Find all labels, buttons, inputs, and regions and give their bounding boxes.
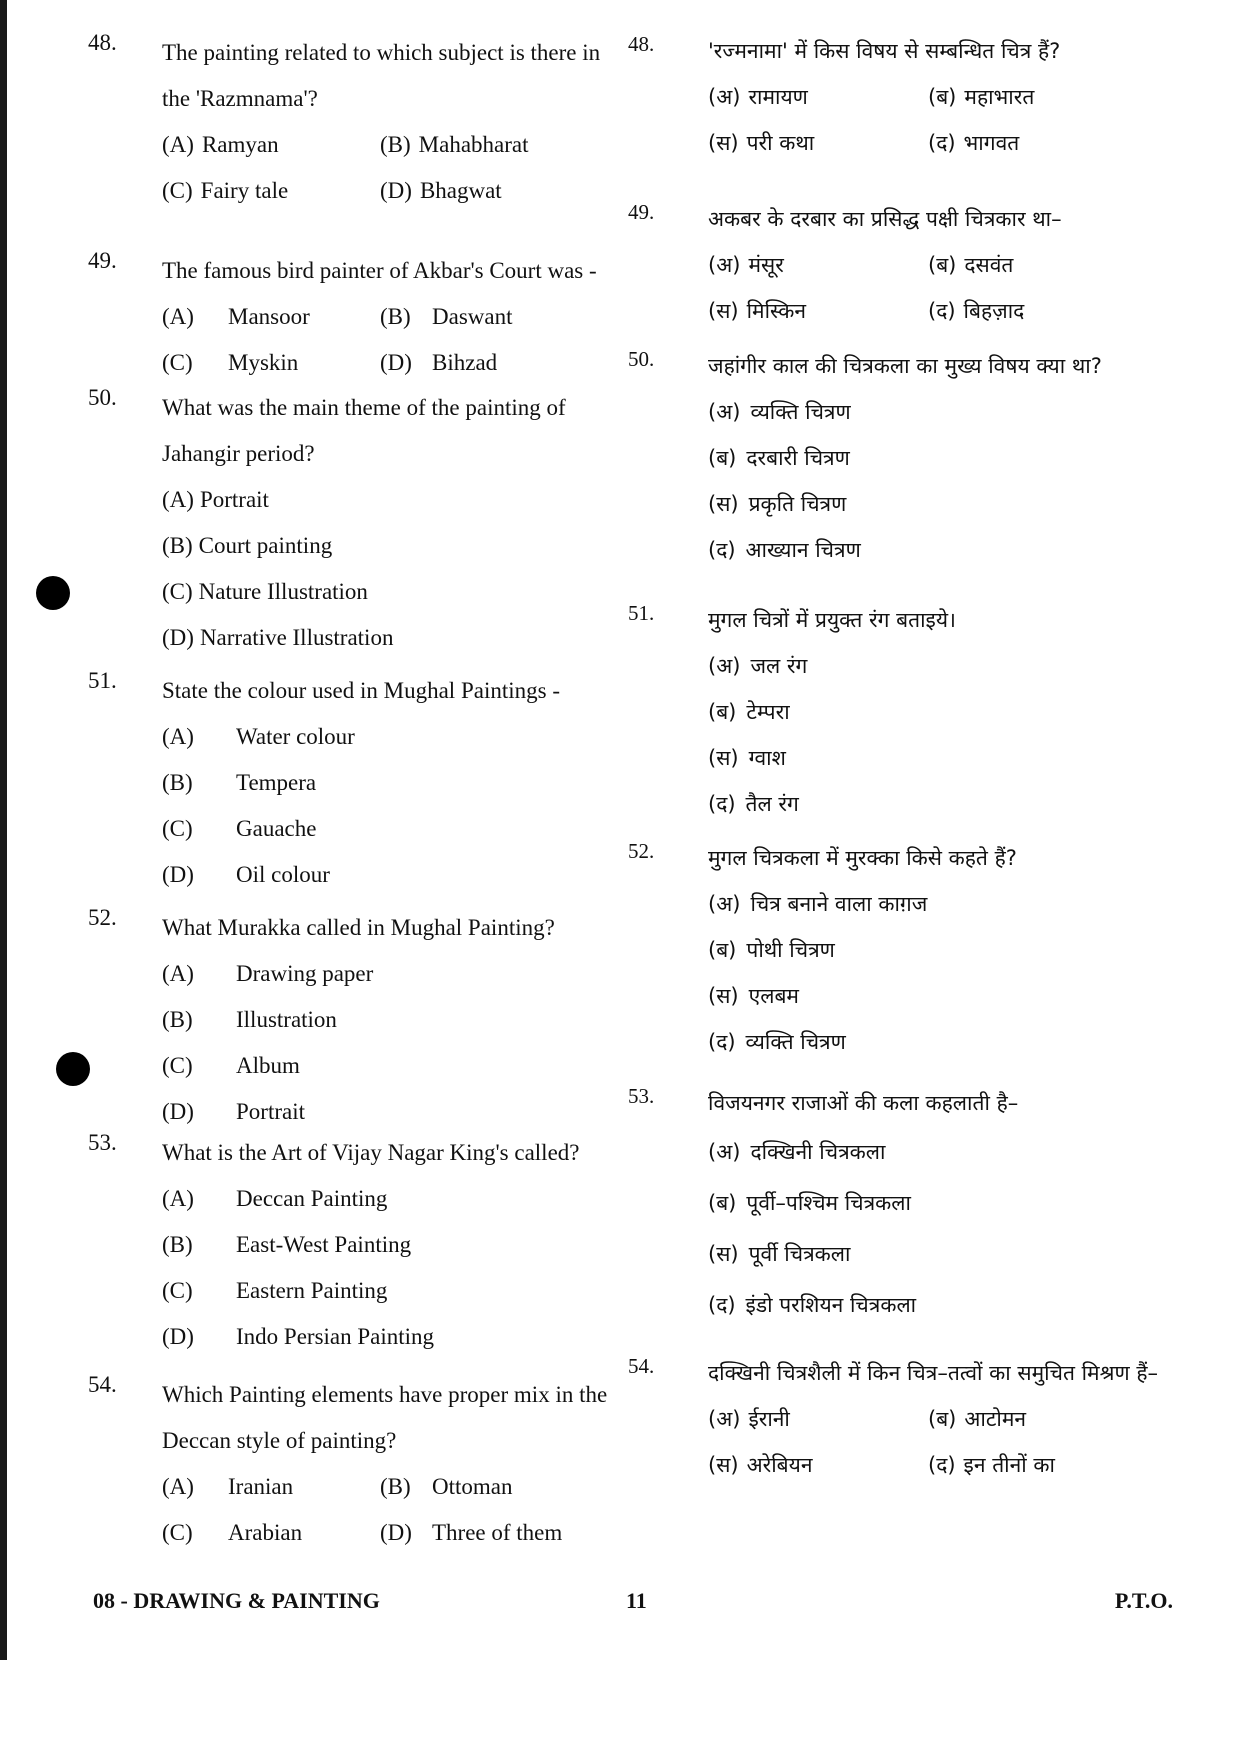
- option[interactable]: [162, 862, 330, 888]
- option-label: (ब): [708, 938, 737, 962]
- question-number: 50.: [88, 385, 117, 410]
- option-label: (द): [708, 1030, 736, 1054]
- option-label: (B): [380, 132, 411, 157]
- option-row: [162, 1176, 628, 1222]
- question-text: जहांगीर काल की चित्रकला का मुख्य विषय क्या था?: [708, 354, 1102, 378]
- question-number: 52.: [628, 839, 655, 863]
- option[interactable]: [928, 297, 1148, 325]
- option-row: [162, 714, 628, 760]
- question-number: 54.: [88, 1372, 117, 1397]
- option[interactable]: [380, 350, 598, 376]
- option-label: (द): [928, 299, 956, 323]
- option-label: (D): [380, 178, 412, 203]
- options-list: [708, 74, 1188, 166]
- option-text: दसवंत: [964, 253, 1014, 277]
- option-text: व्यक्ति चित्रण: [750, 400, 851, 424]
- question-block: [88, 1130, 628, 1360]
- option-label: (C): [162, 1278, 193, 1303]
- question-text: What Murakka called in Mughal Painting?: [162, 915, 555, 940]
- option-label: (द): [708, 538, 736, 562]
- option-text: Ottoman: [432, 1474, 513, 1499]
- option[interactable]: [162, 1520, 380, 1546]
- option-text: Portrait: [236, 1099, 305, 1124]
- option-label: (C): [162, 350, 193, 375]
- option-label: (स): [708, 746, 739, 770]
- option-row: [162, 1464, 628, 1510]
- option-text: Album: [236, 1053, 300, 1078]
- option-row: [708, 1126, 1188, 1177]
- option-text: Daswant: [432, 304, 513, 329]
- question-block: [628, 28, 1188, 166]
- option[interactable]: [708, 1240, 850, 1268]
- question-block: [88, 385, 628, 661]
- option[interactable]: [708, 982, 799, 1010]
- option-row: [708, 1442, 1188, 1488]
- option-text: पोथी चित्रण: [746, 938, 835, 962]
- option-row: [162, 760, 628, 806]
- option-row: [162, 340, 628, 386]
- option-label: (B): [162, 1007, 193, 1032]
- option[interactable]: [708, 890, 927, 918]
- option-row: [708, 242, 1188, 288]
- option-text: एलबम: [748, 984, 799, 1008]
- option-row: [162, 168, 628, 214]
- option-row: [708, 1396, 1188, 1442]
- option[interactable]: [380, 1474, 598, 1500]
- question-block: [628, 835, 1188, 1065]
- option-text: रामायण: [748, 85, 808, 109]
- option-text: आख्यान चित्रण: [745, 538, 861, 562]
- option-label: (स): [708, 1453, 739, 1477]
- option-row: [708, 881, 1188, 927]
- option[interactable]: [708, 129, 928, 157]
- options-list: [708, 1126, 1188, 1330]
- option[interactable]: [708, 536, 861, 564]
- options-list: [708, 1396, 1188, 1488]
- option[interactable]: [162, 625, 393, 651]
- option-text: मंसूर: [748, 253, 784, 277]
- question-block: [88, 248, 628, 386]
- option-label: (अ): [708, 253, 741, 277]
- option[interactable]: [162, 487, 269, 513]
- option-row: [708, 643, 1188, 689]
- option[interactable]: [162, 1474, 380, 1500]
- pto-label: P.T.O.: [1114, 1588, 1173, 1613]
- option-text: तैल रंग: [745, 792, 799, 816]
- option-text: इंडो परशियन चित्रकला: [745, 1292, 917, 1317]
- option[interactable]: [162, 178, 380, 204]
- option-row: [162, 1268, 628, 1314]
- option[interactable]: [380, 178, 598, 204]
- question-number: 48.: [628, 32, 655, 56]
- question-number: 54.: [628, 1354, 655, 1378]
- option[interactable]: [708, 1138, 885, 1166]
- option-text: Bhagwat: [419, 178, 502, 203]
- option[interactable]: [162, 1007, 337, 1033]
- option[interactable]: [162, 816, 316, 842]
- option[interactable]: [162, 1324, 434, 1350]
- option-label: (B): [162, 1232, 193, 1257]
- option-label: (अ): [708, 654, 741, 678]
- option-text: Myskin: [228, 350, 299, 375]
- option-text: Drawing paper: [236, 961, 374, 986]
- question-text: Which Painting elements have proper mix in the Deccan style of painting?: [162, 1382, 608, 1453]
- option[interactable]: [162, 304, 380, 330]
- option-text: महाभारत: [964, 85, 1035, 109]
- option-text: Ramyan: [201, 132, 279, 157]
- option-label: (C): [162, 816, 193, 841]
- option-label: (A): [162, 724, 194, 749]
- option-label: (द): [928, 1453, 956, 1477]
- options-list: [162, 714, 628, 898]
- option-label: (द): [708, 792, 736, 816]
- option-label: (अ): [708, 1407, 741, 1431]
- option[interactable]: [928, 1451, 1148, 1479]
- option[interactable]: [708, 398, 851, 426]
- option-text: प्रकृति चित्रण: [748, 492, 847, 516]
- option-text: Fairy tale: [200, 178, 289, 203]
- option-text: चित्र बनाने वाला काग़ज: [750, 892, 928, 916]
- option-label: (ब): [928, 1407, 957, 1431]
- option-label: (C): [162, 1520, 193, 1545]
- option-row: [162, 122, 628, 168]
- option-row: [708, 435, 1188, 481]
- question-block: [88, 30, 628, 214]
- option-label: (ब): [708, 1190, 737, 1215]
- option-label: (A): [162, 1474, 194, 1499]
- question-block: [628, 1080, 1188, 1330]
- option-row: [162, 806, 628, 852]
- page-number: 11: [626, 1588, 647, 1613]
- options-list: [162, 1464, 628, 1556]
- option-label: (ब): [928, 85, 957, 109]
- option[interactable]: [708, 936, 835, 964]
- option-text: भागवत: [963, 131, 1020, 155]
- option-text: दक्खिनी चित्रकला: [750, 1139, 886, 1164]
- question-number: 49.: [628, 200, 655, 224]
- binding-strip: [0, 0, 7, 1660]
- question-text: What was the main theme of the painting of Jahangir period?: [162, 395, 566, 466]
- option[interactable]: [162, 724, 355, 750]
- question-block: [628, 1350, 1188, 1488]
- option-label: (A): [162, 961, 194, 986]
- option[interactable]: [928, 129, 1148, 157]
- option-text: Eastern Painting: [236, 1278, 388, 1303]
- option-row: [708, 74, 1188, 120]
- punch-hole: [36, 576, 70, 610]
- option[interactable]: [162, 1099, 305, 1125]
- question-number: 53.: [88, 1130, 117, 1155]
- option-text: ग्वाश: [748, 746, 786, 770]
- option-row: [162, 1510, 628, 1556]
- option-row: [708, 481, 1188, 527]
- option[interactable]: [708, 652, 807, 680]
- option-row: [162, 951, 628, 997]
- option[interactable]: [380, 1520, 598, 1546]
- option[interactable]: [708, 1451, 928, 1479]
- options-list: [708, 389, 1188, 573]
- options-list: [162, 122, 628, 214]
- option-label: (C): [162, 1053, 193, 1078]
- options-list: [708, 643, 1188, 827]
- option-text: टेम्परा: [746, 700, 790, 724]
- option[interactable]: [708, 83, 928, 111]
- option[interactable]: [708, 297, 928, 325]
- option[interactable]: [708, 1405, 928, 1433]
- option-row: [708, 1279, 1188, 1330]
- question-number: 53.: [628, 1084, 655, 1108]
- question-number: 49.: [88, 248, 117, 273]
- option[interactable]: [928, 1405, 1148, 1433]
- option-row: [708, 1228, 1188, 1279]
- option[interactable]: [708, 490, 846, 518]
- option-text: East-West Painting: [236, 1232, 412, 1257]
- options-list: [708, 881, 1188, 1065]
- option-text: Iranian: [228, 1474, 294, 1499]
- option-text: Narrative Illustration: [199, 625, 394, 650]
- question-text: मुगल चित्रों में प्रयुक्त रंग बताइये।: [708, 608, 956, 632]
- option-text: Gauache: [236, 816, 317, 841]
- option-label: (B): [162, 770, 193, 795]
- option-label: (स): [708, 299, 739, 323]
- option-row: [162, 1043, 628, 1089]
- option-text: व्यक्ति चित्रण: [745, 1030, 846, 1054]
- option-row: [162, 569, 628, 615]
- option[interactable]: [162, 533, 332, 559]
- option-text: Arabian: [228, 1520, 303, 1545]
- option-row: [162, 1222, 628, 1268]
- option-text: इन तीनों का: [963, 1453, 1055, 1477]
- option[interactable]: [162, 579, 368, 605]
- option-row: [708, 973, 1188, 1019]
- option-text: अरेबियन: [746, 1453, 813, 1477]
- option-text: Nature Illustration: [198, 579, 368, 604]
- option-label: (C): [162, 178, 193, 203]
- option-text: Portrait: [199, 487, 269, 512]
- option-text: Court painting: [198, 533, 333, 558]
- option[interactable]: [162, 770, 316, 796]
- option-label: (स): [708, 984, 739, 1008]
- option-row: [708, 288, 1188, 334]
- option-label: (अ): [708, 400, 741, 424]
- option-label: (अ): [708, 85, 741, 109]
- option-label: (D): [162, 1324, 194, 1349]
- option-text: Tempera: [236, 770, 317, 795]
- option-row: [162, 852, 628, 898]
- option-label: (ब): [708, 446, 737, 470]
- option-row: [708, 735, 1188, 781]
- question-block: [88, 668, 628, 898]
- question-block: [628, 597, 1188, 827]
- option-text: परी कथा: [746, 131, 815, 155]
- question-number: 51.: [628, 601, 655, 625]
- option-row: [708, 927, 1188, 973]
- option-row: [162, 294, 628, 340]
- option-row: [708, 1177, 1188, 1228]
- option-label: (ब): [928, 253, 957, 277]
- options-list: [708, 242, 1188, 334]
- option-text: मिस्किन: [746, 299, 806, 323]
- option-text: जल रंग: [750, 654, 808, 678]
- option-text: Bihzad: [432, 350, 498, 375]
- question-block: [628, 196, 1188, 334]
- option[interactable]: [162, 961, 373, 987]
- punch-hole: [56, 1052, 90, 1086]
- option[interactable]: [708, 1189, 911, 1217]
- option[interactable]: [380, 132, 598, 158]
- question-text: 'रज्मनामा' में किस विषय से सम्बन्धित चित्र हैं?: [708, 39, 1061, 63]
- option-text: ईरानी: [748, 1407, 790, 1431]
- options-list: [162, 951, 628, 1135]
- option[interactable]: [162, 132, 380, 158]
- option-label: (B): [380, 304, 411, 329]
- question-text: State the colour used in Mughal Paintings -: [162, 678, 560, 703]
- option[interactable]: [708, 444, 850, 472]
- question-text: The painting related to which subject is there in the 'Razmnama'?: [162, 40, 601, 111]
- option-row: [708, 527, 1188, 573]
- question-number: 50.: [628, 347, 655, 371]
- option-label: (द): [708, 1292, 736, 1317]
- option[interactable]: [708, 698, 790, 726]
- option-row: [708, 1019, 1188, 1065]
- option[interactable]: [928, 251, 1148, 279]
- options-list: [162, 1176, 628, 1360]
- option-label: (द): [928, 131, 956, 155]
- question-number: 51.: [88, 668, 117, 693]
- option-label: (D): [380, 1520, 412, 1545]
- option-label: (स): [708, 131, 739, 155]
- question-text: विजयनगर राजाओं की कला कहलाती है–: [708, 1091, 1019, 1115]
- question-block: [628, 343, 1188, 573]
- option-row: [708, 781, 1188, 827]
- option-text: Three of them: [432, 1520, 563, 1545]
- option-text: Mansoor: [228, 304, 310, 329]
- option-label: (A): [162, 487, 194, 512]
- option-label: (D): [162, 625, 194, 650]
- option-row: [708, 689, 1188, 735]
- option[interactable]: [162, 350, 380, 376]
- option-text: पूर्वी–पश्चिम चित्रकला: [746, 1190, 911, 1215]
- option[interactable]: [380, 304, 598, 330]
- option-label: (A): [162, 1186, 194, 1211]
- option[interactable]: [162, 1186, 387, 1212]
- question-text: मुगल चित्रकला में मुरक्का किसे कहते हैं?: [708, 846, 1017, 870]
- option-label: (D): [380, 350, 412, 375]
- option-row: [162, 997, 628, 1043]
- option[interactable]: [708, 790, 799, 818]
- option-text: आटोमन: [964, 1407, 1027, 1431]
- option-label: (A): [162, 132, 194, 157]
- option-row: [708, 389, 1188, 435]
- option[interactable]: [162, 1278, 387, 1304]
- question-text: The famous bird painter of Akbar's Court was -: [162, 258, 597, 283]
- option[interactable]: [708, 1291, 916, 1319]
- option[interactable]: [928, 83, 1148, 111]
- option[interactable]: [708, 744, 786, 772]
- option-label: (ब): [708, 700, 737, 724]
- question-text: अकबर के दरबार का प्रसिद्ध पक्षी चित्रकार था–: [708, 207, 1062, 231]
- question-number: 52.: [88, 905, 117, 930]
- options-list: [162, 294, 628, 386]
- option-label: (B): [380, 1474, 411, 1499]
- question-number: 48.: [88, 30, 117, 55]
- option-label: (C): [162, 579, 193, 604]
- option-label: (अ): [708, 1139, 741, 1164]
- options-list: [162, 477, 628, 661]
- question-block: [88, 1372, 628, 1556]
- option-label: (स): [708, 492, 739, 516]
- option-text: Deccan Painting: [236, 1186, 388, 1211]
- option-text: Illustration: [236, 1007, 337, 1032]
- option-text: Oil colour: [236, 862, 330, 887]
- option-row: [162, 1314, 628, 1360]
- option-label: (A): [162, 304, 194, 329]
- option-row: [162, 523, 628, 569]
- subject-title: 08 - DRAWING & PAINTING: [93, 1588, 380, 1613]
- option-label: (स): [708, 1241, 739, 1266]
- option-text: पूर्वी चित्रकला: [748, 1241, 851, 1266]
- question-text: What is the Art of Vijay Nagar King's called?: [162, 1140, 580, 1165]
- option-text: Mahabharat: [418, 132, 529, 157]
- option[interactable]: [708, 1028, 846, 1056]
- question-text: दक्खिनी चित्रशैली में किन चित्र–तत्वों का समुचित मिश्रण हैं–: [708, 1361, 1158, 1385]
- option-label: (B): [162, 533, 193, 558]
- option-row: [162, 477, 628, 523]
- option-row: [162, 1089, 628, 1135]
- option-text: दरबारी चित्रण: [746, 446, 850, 470]
- option-text: Indo Persian Painting: [236, 1324, 435, 1349]
- option-row: [162, 615, 628, 661]
- option-text: Water colour: [236, 724, 355, 749]
- option-label: (अ): [708, 892, 741, 916]
- option-row: [708, 120, 1188, 166]
- option-text: बिहज़ाद: [963, 299, 1025, 323]
- option[interactable]: [162, 1232, 411, 1258]
- option[interactable]: [708, 251, 928, 279]
- option-label: (D): [162, 862, 194, 887]
- question-block: [88, 905, 628, 1135]
- option[interactable]: [162, 1053, 300, 1079]
- option-label: (D): [162, 1099, 194, 1124]
